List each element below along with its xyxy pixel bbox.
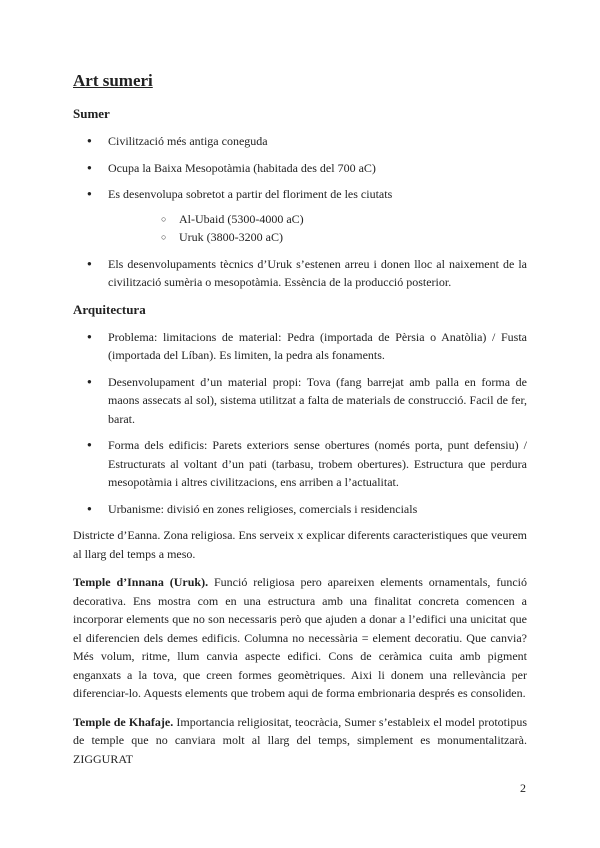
list-item: ● Civilització més antiga coneguda	[73, 132, 527, 151]
sublist-item: ○ Uruk (3800-3200 aC)	[108, 228, 527, 247]
section-heading-arquitectura: Arquitectura	[73, 301, 146, 317]
list-item: ● Urbanisme: divisió en zones religioses, comercials i residencials	[73, 500, 527, 519]
list-item: ● Problema: limitacions de material: Pedra (importada de Pèrsia o Anatòlia) / Fusta (importada del Líban). Es limiten, la pedra als fonaments.	[73, 328, 527, 365]
list-item: ● Desenvolupament d’un material propi: Tova (fang barrejat amb palla en forma de maons assecats al sol), sistema utilitzat a falta de materials de construcció. Facil de fer, barat.	[73, 373, 527, 429]
section-heading-sumer: Sumer	[73, 106, 110, 121]
page-title: Art sumeri	[73, 71, 153, 90]
sublist	[108, 210, 527, 247]
paragraph-eanna: Districte d’Eanna. Zona religiosa. Ens serveix x explicar diferents caracteristiques que veurem al llarg del temps a meso.	[73, 528, 527, 561]
page-content	[73, 70, 527, 778]
list-item: ● Forma dels edificis: Parets exteriors sense obertures (només porta, punt defensiu) / Estructurats al voltant d’un pati (tarbasu, trobem obertures). Estructura que perdura mesopotàmia i altres civilitzacions, ens arriben a l’actualitat.	[73, 436, 527, 492]
paragraph-innana: Temple d’Innana (Uruk). Funció religiosa pero apareixen elements ornamentals, funció decorativa. Ens mostra com en una estructura amb una finalitat concreta comencen a incorporar elements que no son necessaris però que ajuden a donar a l’edifici una unicitat que el diferencien dels demes edificis. Columna no necessària = element decoratiu. Que canvia? Més volum, ritme, llum canvia aspecte edifici. Cons de ceràmica cuita amb pigment enganxats a la tova, que creen formes geomètriques. Aixi li donem una rellevància per diferenciar-lo. Aquests elements que trobem aqui de forma embrionaria després es consoliden.	[73, 575, 527, 700]
page-number: 2	[520, 781, 526, 795]
list-item: ● Els desenvolupaments tècnics d’Uruk s’estenen arreu i donen lloc al naixement de la civilització sumèria o mesopotàmia. Essència de la producció posterior.	[73, 255, 527, 292]
innana-title: Temple d’Innana (Uruk).	[73, 575, 209, 589]
sublist-item: ○ Al-Ubaid (5300-4000 aC)	[108, 210, 527, 229]
paragraph-khafaje: Temple de Khafaje. Importancia religiositat, teocràcia, Sumer s’estableix el model prototipus de temple que no canviara molt al llarg del temps, simplement es monumentalitzarà. ZIGGURAT	[73, 714, 527, 766]
sumer-list	[73, 132, 527, 292]
list-item: ● Es desenvolupa sobretot a partir del floriment de les ciutats ○ Al-Ubaid (5300-4000 aC) ○ Uruk (3800-3200 aC)	[73, 185, 527, 247]
list-item: ● Ocupa la Baixa Mesopotàmia (habitada des del 700 aC)	[73, 159, 527, 178]
arquitectura-list	[73, 328, 527, 519]
khafaje-title: Temple de Khafaje.	[73, 714, 174, 729]
